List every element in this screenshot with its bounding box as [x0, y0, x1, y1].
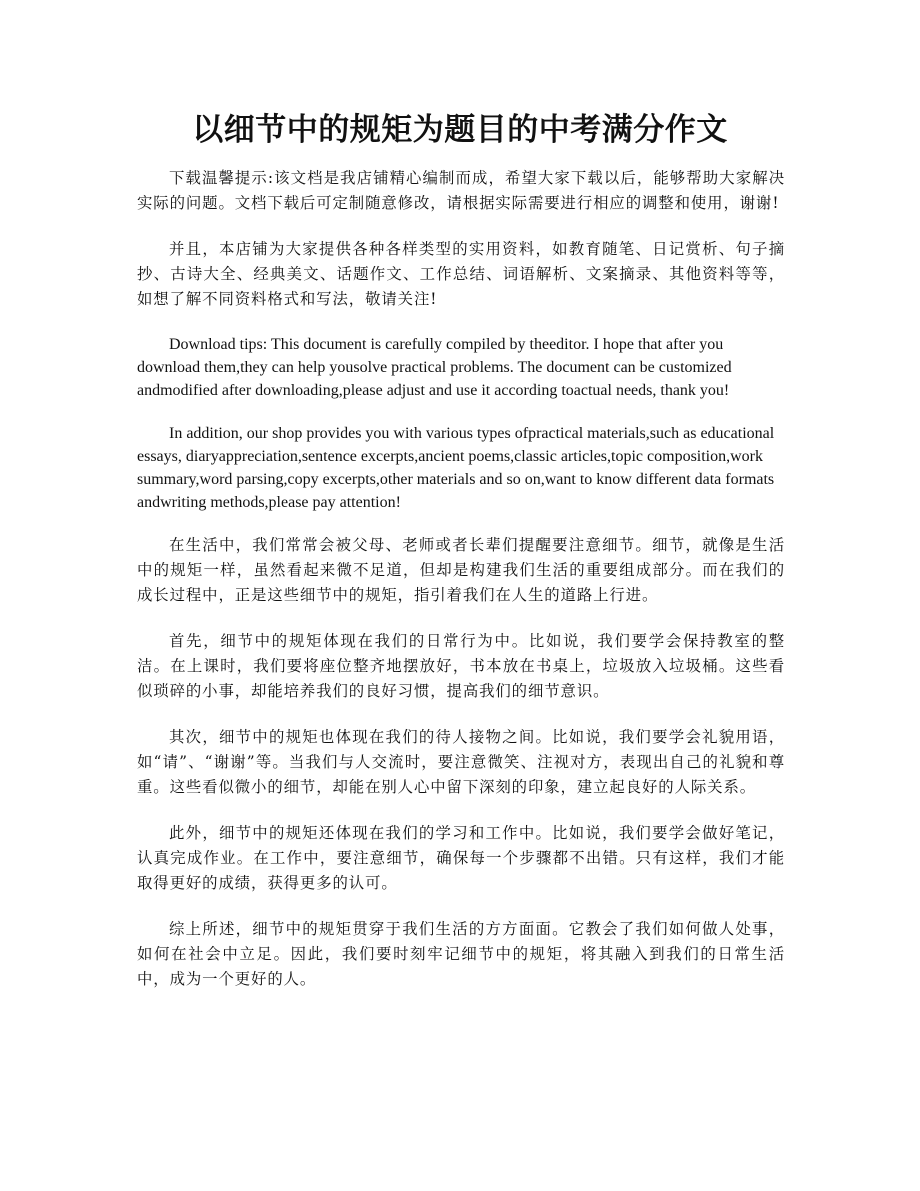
paragraph-download-notice-en: Download tips: This document is carefully compiled by theeditor. I hope that after you download them,they can help yousolve practical problems. The document can be customized andmodified after downloading,please adjust and use it according toactual needs, thank you!: [137, 336, 732, 400]
paragraph-essay-conclusion: 综上所述，细节中的规矩贯穿于我们生活的方方面面。它教会了我们如何做人处事，如何在社会中立足。因此，我们要时刻牢记细节中的规矩，将其融入到我们的日常生活中，成为一个更好的人。: [137, 920, 785, 989]
paragraph-essay-intro: 在生活中，我们常常会被父母、老师或者长辈们提醒要注意细节。细节，就像是生活中的规矩一样，虽然看起来微不足道，但却是构建我们生活的重要组成部分。而在我们的成长过程中，正是这些细节中的规矩，指引着我们在人生的道路上行进。: [137, 536, 785, 605]
paragraph-download-notice-zh: 下载温馨提示:该文档是我店铺精心编制而成，希望大家下载以后，能够帮助大家解决实际的问题。文档下载后可定制随意修改，请根据实际需要进行相应的调整和使用，谢谢!: [137, 169, 785, 212]
paragraph-shop-info-zh: 并且，本店铺为大家提供各种各样类型的实用资料，如教育随笔、日记赏析、句子摘抄、古诗大全、经典美文、话题作文、工作总结、词语解析、文案摘录、其他资料等等，如想了解不同资料格式和写法，敬请关注!: [137, 240, 785, 308]
document-title: 以细节中的规矩为题目的中考满分作文: [192, 112, 728, 148]
document-body: [137, 166, 785, 1013]
paragraph-essay-study-work: 此外，细节中的规矩还体现在我们的学习和工作中。比如说，我们要学会做好笔记，认真完成作业。在工作中，要注意细节，确保每一个步骤都不出错。只有这样，我们才能取得更好的成绩，获得更多的认可。: [137, 824, 785, 893]
paragraph-essay-manners: 其次，细节中的规矩也体现在我们的待人接物之间。比如说，我们要学会礼貌用语，如“请”、“谢谢”等。当我们与人交流时，要注意微笑、注视对方，表现出自己的礼貌和尊重。这些看似微小的细节，却能在别人心中留下深刻的印象，建立起良好的人际关系。: [137, 728, 785, 797]
paragraph-shop-info-en: In addition, our shop provides you with various types ofpractical materials,such as educational essays, diaryappreciation,sentence excerpts,ancient poems,classic articles,topic composition,work summary,word parsing,copy excerpts,other materials and so on,want to know different data formats andwriting methods,please pay attention!: [137, 424, 775, 512]
paragraph-essay-daily-behavior: 首先，细节中的规矩体现在我们的日常行为中。比如说，我们要学会保持教室的整洁。在上课时，我们要将座位整齐地摆放好，书本放在书桌上，垃圾放入垃圾桶。这些看似琐碎的小事，却能培养我们的良好习惯，提高我们的细节意识。: [137, 632, 785, 701]
